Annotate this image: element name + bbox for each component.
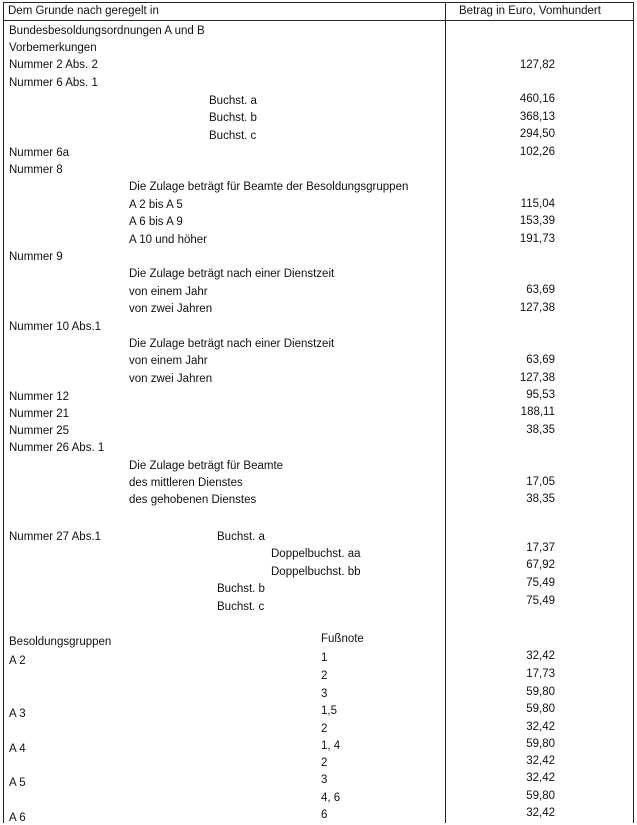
footnote-ref: 2 (321, 723, 328, 735)
row-sublabel: Buchst. a (217, 531, 265, 543)
row-label: A 5 (9, 777, 26, 789)
row-sublabel: Buchst. b (217, 583, 265, 595)
footnote-ref: 3 (321, 774, 328, 786)
row-label: Nummer 10 Abs.1 (9, 321, 102, 333)
row-value: 32,42 (526, 772, 555, 784)
row-sublabel: von einem Jahr (129, 286, 208, 298)
row-sublabel: Buchst. c (217, 601, 265, 613)
row-value: 67,92 (526, 559, 555, 571)
row-value: 59,80 (526, 738, 555, 750)
row-value: 38,35 (526, 424, 555, 436)
footnote-ref: 6 (321, 809, 328, 821)
row-value: 75,49 (526, 577, 555, 589)
header-divider (3, 20, 634, 21)
row-label: A 4 (9, 743, 26, 755)
row-label: Bundesbesoldungsordnungen A und B (9, 25, 205, 37)
row-value: 38,35 (526, 493, 555, 505)
row-value: 127,38 (519, 302, 555, 314)
row-sublabel: Doppelbuchst. aa (271, 548, 361, 560)
row-sublabel: von zwei Jahren (129, 373, 213, 385)
row-value: 102,26 (519, 146, 555, 158)
row-value: 32,42 (526, 807, 555, 819)
row-label: A 2 (9, 655, 26, 667)
row-value: 17,05 (526, 476, 555, 488)
footnote-ref: 1,5 (321, 705, 337, 717)
header-col-amount: Betrag in Euro, Vomhundert (459, 5, 601, 17)
row-sublabel: von einem Jahr (129, 355, 208, 367)
footnote-ref: 1, 4 (321, 740, 341, 752)
footnote-ref: 2 (321, 670, 328, 682)
row-label: Nummer 2 Abs. 2 (9, 59, 98, 71)
row-label: Nummer 6 Abs. 1 (9, 77, 98, 89)
row-sublabel: des gehobenen Dienstes (129, 494, 257, 506)
footnote-ref: 1 (321, 652, 328, 664)
row-value: 368,13 (519, 111, 555, 123)
row-value: 59,80 (526, 703, 555, 715)
row-sublabel: A 2 bis A 5 (129, 199, 183, 211)
row-value: 95,53 (526, 389, 555, 401)
row-label: Vorbemerkungen (9, 42, 97, 54)
row-value: 32,42 (526, 650, 555, 662)
row-label: A 6 (9, 812, 26, 824)
row-value: 17,73 (526, 668, 555, 680)
row-value: 127,82 (519, 59, 555, 71)
row-label: Besoldungsgruppen (9, 636, 112, 648)
row-sublabel: A 10 und höher (129, 234, 208, 246)
row-sublabel: Buchst. a (209, 95, 257, 107)
footnote-ref: 2 (321, 757, 328, 769)
footnote-header: Fußnote (321, 633, 364, 645)
row-value: 188,11 (520, 406, 555, 418)
row-value: 63,69 (526, 284, 555, 296)
footnote-ref: 3 (321, 688, 328, 700)
row-value: 191,73 (519, 233, 555, 245)
row-sublabel: des mittleren Dienstes (129, 477, 243, 489)
row-label: Nummer 21 (9, 408, 70, 420)
row-label: Nummer 6a (9, 147, 70, 159)
row-text: Die Zulage beträgt nach einer Dienstzeit (129, 338, 335, 350)
row-value: 115,04 (520, 198, 555, 210)
row-sublabel: A 6 bis A 9 (129, 216, 183, 228)
row-value: 127,38 (519, 372, 555, 384)
row-text: Die Zulage beträgt nach einer Dienstzeit (129, 268, 335, 280)
row-value: 294,50 (519, 128, 555, 140)
row-label: Nummer 25 (9, 425, 70, 437)
row-label: Nummer 12 (9, 391, 70, 403)
header-col-regulation: Dem Grunde nach geregelt in (8, 5, 159, 17)
row-sublabel: Doppelbuchst. bb (271, 566, 361, 578)
row-value: 63,69 (526, 354, 555, 366)
row-sublabel: Buchst. b (209, 112, 257, 124)
footnote-ref: 4, 6 (321, 792, 341, 804)
row-label: Nummer 9 (9, 251, 63, 263)
row-label: Nummer 27 Abs.1 (9, 531, 102, 543)
row-sublabel: Buchst. c (209, 130, 257, 142)
row-value: 75,49 (526, 595, 555, 607)
row-value: 460,16 (519, 93, 555, 105)
row-text: Die Zulage beträgt für Beamte der Besoldungsgruppen (129, 181, 409, 193)
row-value: 59,80 (526, 686, 555, 698)
row-value: 17,37 (526, 542, 555, 554)
row-value: 32,42 (526, 755, 555, 767)
row-value: 153,39 (519, 215, 555, 227)
row-value: 59,80 (526, 790, 555, 802)
column-divider (445, 2, 446, 823)
row-text: Die Zulage beträgt für Beamte (129, 460, 284, 472)
row-sublabel: von zwei Jahren (129, 303, 213, 315)
row-label: Nummer 8 (9, 164, 63, 176)
row-label: A 3 (9, 708, 26, 720)
row-value: 32,42 (526, 721, 555, 733)
row-label: Nummer 26 Abs. 1 (9, 442, 105, 454)
